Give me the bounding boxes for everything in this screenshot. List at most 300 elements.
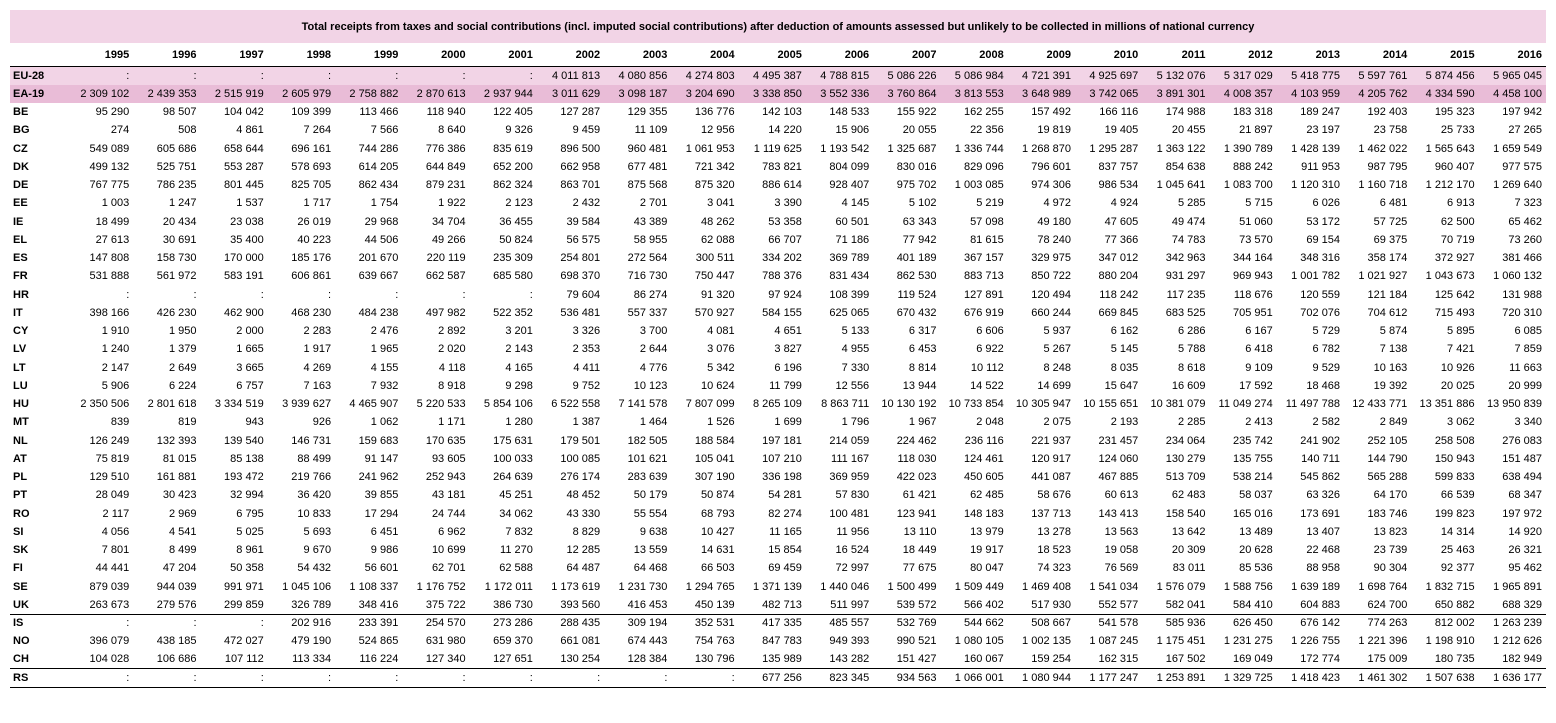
table-cell: 1 698 764 bbox=[1358, 580, 1408, 593]
table-cell: 117 235 bbox=[1166, 288, 1206, 301]
table-cell: 50 824 bbox=[499, 233, 533, 246]
table-cell: 5 133 bbox=[841, 325, 870, 338]
table-cell: 4 008 357 bbox=[1210, 85, 1277, 103]
table-cell: 70 719 bbox=[1440, 233, 1475, 246]
table-cell: 57 725 bbox=[1373, 215, 1408, 228]
table-cell: : bbox=[126, 288, 130, 301]
table-cell: 6 453 bbox=[908, 343, 937, 356]
table-cell: 720 310 bbox=[1502, 306, 1542, 319]
table-cell: 158 540 bbox=[1165, 507, 1206, 520]
table-cell: 1 172 011 bbox=[484, 580, 533, 593]
table-cell: 7 807 099 bbox=[685, 398, 735, 411]
table-cell: 4 118 bbox=[438, 361, 466, 374]
year-header-1998: 1998 bbox=[268, 43, 335, 67]
table-cell: 825 705 bbox=[291, 179, 332, 192]
table-cell: 61 421 bbox=[902, 489, 937, 502]
table-cell: 367 157 bbox=[963, 252, 1004, 265]
table-cell: 888 242 bbox=[1233, 160, 1273, 173]
table-cell: 850 722 bbox=[1031, 270, 1071, 283]
table-cell: 254 570 bbox=[402, 614, 469, 632]
table-cell: 7 832 bbox=[505, 525, 533, 538]
table-cell: 201 670 bbox=[358, 252, 399, 265]
table-cell: 625 065 bbox=[829, 306, 870, 319]
table-cell: 704 612 bbox=[1367, 306, 1408, 319]
table-cell: : bbox=[66, 67, 133, 85]
table-cell: 6 026 bbox=[1312, 197, 1341, 210]
table-cell: 58 955 bbox=[633, 233, 668, 246]
table-cell: 120 494 bbox=[1031, 288, 1071, 301]
table-cell: 151 427 bbox=[896, 653, 937, 666]
table-row-bg bbox=[10, 121, 1546, 139]
table-cell: 677 481 bbox=[627, 160, 668, 173]
table-cell: 95 462 bbox=[1508, 562, 1542, 575]
table-cell: 276 083 bbox=[1502, 434, 1542, 447]
table-cell: 2 701 bbox=[639, 197, 668, 210]
table-row-fr bbox=[10, 267, 1546, 285]
table-cell: 1 541 034 bbox=[1089, 580, 1139, 593]
table-cell: 683 525 bbox=[1165, 306, 1206, 319]
table-cell: 4 269 bbox=[303, 361, 332, 374]
table-cell: 532 769 bbox=[873, 614, 940, 632]
table-cell: 5 342 bbox=[707, 361, 735, 374]
table-cell: 358 174 bbox=[1367, 252, 1408, 265]
table-cell: : bbox=[470, 67, 537, 85]
table-cell: 17 294 bbox=[364, 507, 399, 520]
table-cell: 183 318 bbox=[1233, 106, 1273, 119]
table-cell: 462 900 bbox=[224, 306, 264, 319]
row-label: CZ bbox=[13, 142, 28, 155]
table-cell: 2 413 bbox=[1245, 416, 1273, 429]
table-cell: 614 205 bbox=[358, 160, 399, 173]
table-cell: 786 235 bbox=[156, 179, 197, 192]
table-cell: 197 942 bbox=[1502, 106, 1542, 119]
table-cell: 20 999 bbox=[1508, 379, 1542, 392]
table-cell: 100 033 bbox=[493, 452, 533, 465]
row-label: HR bbox=[13, 288, 29, 301]
table-cell: 104 028 bbox=[89, 653, 130, 666]
table-cell: 508 bbox=[178, 124, 197, 137]
table-row-ch bbox=[10, 651, 1546, 669]
table-cell: 77 366 bbox=[1104, 233, 1139, 246]
table-cell: 839 bbox=[110, 416, 130, 429]
table-cell: 1 080 105 bbox=[954, 635, 1004, 648]
table-cell: 11 109 bbox=[634, 124, 668, 137]
year-header-2000: 2000 bbox=[402, 43, 469, 67]
table-cell: 51 060 bbox=[1239, 215, 1273, 228]
table-cell: 10 112 bbox=[970, 361, 1004, 374]
table-cell: 344 164 bbox=[1233, 252, 1273, 265]
row-label: EE bbox=[13, 197, 28, 210]
table-cell: 7 932 bbox=[370, 379, 399, 392]
table-cell: 716 730 bbox=[627, 270, 668, 283]
table-cell: 9 986 bbox=[370, 544, 399, 557]
table-row-ie bbox=[10, 213, 1546, 231]
table-cell: 369 789 bbox=[829, 252, 870, 265]
table-cell: : bbox=[133, 67, 200, 85]
table-cell: : bbox=[402, 669, 469, 687]
table-cell: 23 758 bbox=[1373, 124, 1408, 137]
table-cell: 252 943 bbox=[425, 471, 466, 484]
table-cell: 68 347 bbox=[1508, 489, 1542, 502]
table-cell: 1 083 700 bbox=[1223, 179, 1273, 192]
table-cell: 81 015 bbox=[162, 452, 197, 465]
table-cell: 484 238 bbox=[358, 306, 399, 319]
table-cell: 11 270 bbox=[500, 544, 533, 557]
table-cell: 1 509 449 bbox=[954, 580, 1004, 593]
table-cell: 91 147 bbox=[364, 452, 399, 465]
table-cell: : bbox=[328, 288, 332, 301]
row-label: RO bbox=[13, 507, 30, 520]
table-cell: : bbox=[133, 614, 200, 632]
table-cell: 583 191 bbox=[224, 270, 264, 283]
table-cell: 676 142 bbox=[1277, 614, 1344, 632]
table-cell: 43 330 bbox=[566, 507, 601, 520]
year-header-2004: 2004 bbox=[671, 43, 738, 67]
table-row-el bbox=[10, 231, 1546, 249]
table-cell: 11 956 bbox=[836, 525, 870, 538]
table-cell: 39 584 bbox=[566, 215, 601, 228]
table-cell: 670 432 bbox=[896, 306, 937, 319]
table-cell: 107 210 bbox=[762, 452, 802, 465]
row-label: SI bbox=[13, 525, 24, 538]
table-cell: 172 774 bbox=[1300, 653, 1341, 666]
table-cell: 5 693 bbox=[303, 525, 332, 538]
table-cell: 10 733 854 bbox=[948, 398, 1004, 411]
table-cell: 202 916 bbox=[268, 614, 335, 632]
table-cell: 1 280 bbox=[505, 416, 533, 429]
table-row-be bbox=[10, 103, 1546, 121]
table-cell: 49 474 bbox=[1171, 215, 1206, 228]
table-cell: 6 085 bbox=[1514, 325, 1542, 338]
table-cell: 2 892 bbox=[438, 325, 466, 338]
table-row-pl bbox=[10, 468, 1546, 486]
table-cell: 3 011 629 bbox=[537, 85, 604, 103]
table-cell: 10 305 947 bbox=[1015, 398, 1071, 411]
table-cell: 231 457 bbox=[1098, 434, 1139, 447]
table-cell: 685 580 bbox=[493, 270, 533, 283]
table-cell: 299 859 bbox=[224, 598, 264, 611]
row-label: AT bbox=[13, 452, 27, 465]
table-cell: 7 330 bbox=[841, 361, 870, 374]
table-cell: 783 821 bbox=[762, 160, 802, 173]
table-cell: 2 605 979 bbox=[268, 85, 335, 103]
table-cell: 183 746 bbox=[1367, 507, 1408, 520]
table-cell: 879 039 bbox=[89, 580, 130, 593]
table-cell: 241 962 bbox=[358, 471, 399, 484]
table-cell: 863 701 bbox=[560, 179, 601, 192]
table-cell: 49 266 bbox=[431, 233, 466, 246]
table-cell: 698 370 bbox=[560, 270, 601, 283]
table-cell: 57 098 bbox=[970, 215, 1004, 228]
row-label: EU-28 bbox=[10, 67, 66, 85]
table-cell: 182 505 bbox=[627, 434, 668, 447]
table-cell: 107 112 bbox=[224, 653, 264, 666]
year-header-2001: 2001 bbox=[470, 43, 537, 67]
table-cell: 15 906 bbox=[835, 124, 870, 137]
table-cell: 5 729 bbox=[1312, 325, 1341, 338]
table-cell: 162 255 bbox=[963, 106, 1004, 119]
table-cell: 13 950 839 bbox=[1486, 398, 1542, 411]
table-cell: 11 799 bbox=[769, 379, 802, 392]
table-cell: 28 049 bbox=[95, 489, 130, 502]
table-cell: 8 248 bbox=[1043, 361, 1071, 374]
table-cell: 2 350 506 bbox=[80, 398, 130, 411]
table-cell: 10 123 bbox=[633, 379, 668, 392]
table-cell: 1 062 bbox=[370, 416, 399, 429]
table-cell: 23 038 bbox=[230, 215, 264, 228]
table-cell: 83 011 bbox=[1172, 562, 1206, 575]
row-label: NO bbox=[13, 635, 30, 648]
table-cell: 750 447 bbox=[694, 270, 735, 283]
row-label: NL bbox=[13, 434, 28, 447]
table-cell: 4 081 bbox=[707, 325, 735, 338]
table-cell: 56 575 bbox=[566, 233, 601, 246]
table-cell: 9 109 bbox=[1245, 361, 1273, 374]
table-cell: 5 102 bbox=[908, 197, 937, 210]
row-label: CH bbox=[13, 653, 29, 666]
table-cell: 192 403 bbox=[1367, 106, 1408, 119]
year-header-row bbox=[10, 43, 1546, 67]
table-cell: 19 058 bbox=[1104, 544, 1139, 557]
table-cell: 661 081 bbox=[560, 635, 601, 648]
table-cell: 13 110 bbox=[903, 525, 937, 538]
table-cell: 2 075 bbox=[1043, 416, 1071, 429]
table-cell: 1 171 bbox=[438, 416, 466, 429]
table-cell: 77 675 bbox=[902, 562, 937, 575]
table-cell: 1 253 891 bbox=[1142, 669, 1209, 687]
table-cell: 62 588 bbox=[499, 562, 533, 575]
table-cell: 97 924 bbox=[768, 288, 802, 301]
table-cell: 135 989 bbox=[762, 653, 802, 666]
table-cell: 497 982 bbox=[425, 306, 466, 319]
table-cell: 199 823 bbox=[1434, 507, 1475, 520]
table-cell: 508 667 bbox=[1008, 614, 1075, 632]
table-cell: 624 700 bbox=[1367, 598, 1408, 611]
table-cell: : bbox=[470, 669, 537, 687]
table-cell: 1 295 287 bbox=[1089, 142, 1139, 155]
table-cell: 36 455 bbox=[499, 215, 533, 228]
table-cell: 658 644 bbox=[224, 142, 264, 155]
table-cell: 1 247 bbox=[169, 197, 197, 210]
table-cell: 170 000 bbox=[224, 252, 264, 265]
table-cell: 1 469 408 bbox=[1022, 580, 1071, 593]
table-cell: 5 086 226 bbox=[873, 67, 940, 85]
table-cell: 650 882 bbox=[1434, 598, 1475, 611]
table-cell: 6 795 bbox=[236, 507, 264, 520]
table-cell: 1 176 752 bbox=[416, 580, 466, 593]
table-cell: 85 138 bbox=[230, 452, 264, 465]
table-cell: 130 279 bbox=[1165, 452, 1206, 465]
table-cell: 1 002 135 bbox=[1022, 635, 1071, 648]
table-cell: 47 204 bbox=[162, 562, 197, 575]
table-cell: 127 651 bbox=[493, 653, 533, 666]
table-cell: 3 827 bbox=[774, 343, 802, 356]
table-cell: 6 451 bbox=[370, 525, 399, 538]
table-cell: 124 461 bbox=[963, 452, 1004, 465]
table-cell: 6 317 bbox=[908, 325, 937, 338]
year-header-2014: 2014 bbox=[1344, 43, 1411, 67]
year-header-2015: 2015 bbox=[1411, 43, 1478, 67]
table-cell: 3 891 301 bbox=[1142, 85, 1209, 103]
table-cell: 118 676 bbox=[1233, 288, 1273, 301]
table-cell: 73 260 bbox=[1508, 233, 1542, 246]
table-cell: 5 965 045 bbox=[1479, 67, 1546, 85]
table-cell: 9 670 bbox=[303, 544, 332, 557]
table-cell: 135 755 bbox=[1233, 452, 1273, 465]
table-cell: 631 980 bbox=[425, 635, 466, 648]
year-header-2002: 2002 bbox=[537, 43, 604, 67]
table-cell: 175 631 bbox=[493, 434, 533, 447]
table-cell: 352 531 bbox=[671, 614, 738, 632]
table-cell: 4 274 803 bbox=[671, 67, 738, 85]
table-cell: 2 969 bbox=[169, 507, 197, 520]
table-cell: 58 037 bbox=[1239, 489, 1273, 502]
table-cell: 6 418 bbox=[1245, 343, 1273, 356]
table-cell: 7 859 bbox=[1514, 343, 1542, 356]
table-cell: 10 624 bbox=[701, 379, 735, 392]
table-cell: 1 371 139 bbox=[752, 580, 802, 593]
table-cell: 23 197 bbox=[1306, 124, 1341, 137]
table-cell: 53 172 bbox=[1306, 215, 1341, 228]
table-cell: 3 326 bbox=[572, 325, 601, 338]
table-cell: 143 282 bbox=[829, 653, 870, 666]
table-cell: 20 025 bbox=[1440, 379, 1475, 392]
table-cell: 2 283 bbox=[303, 325, 332, 338]
table-cell: : bbox=[268, 669, 335, 687]
table-cell: 584 410 bbox=[1233, 598, 1273, 611]
table-cell: 801 445 bbox=[224, 179, 264, 192]
table-cell: 125 642 bbox=[1434, 288, 1475, 301]
table-cell: 774 263 bbox=[1344, 614, 1411, 632]
table-cell: : bbox=[537, 669, 604, 687]
table-cell: 450 605 bbox=[963, 471, 1004, 484]
table-cell: : bbox=[604, 669, 671, 687]
table-cell: 8 961 bbox=[236, 544, 264, 557]
table-row-fi bbox=[10, 559, 1546, 577]
table-cell: 3 340 bbox=[1514, 416, 1542, 429]
table-cell: 17 592 bbox=[1239, 379, 1273, 392]
table-cell: 2 048 bbox=[976, 416, 1004, 429]
table-cell: 43 181 bbox=[431, 489, 466, 502]
table-cell: 2 644 bbox=[639, 343, 668, 356]
table-cell: 88 499 bbox=[297, 452, 332, 465]
year-header-2009: 2009 bbox=[1008, 43, 1075, 67]
table-cell: 11 049 274 bbox=[1218, 398, 1273, 411]
table-cell: 4 155 bbox=[370, 361, 399, 374]
table-cell: 862 434 bbox=[358, 179, 399, 192]
table-cell: 8 640 bbox=[438, 124, 466, 137]
table-cell: 5 285 bbox=[1177, 197, 1206, 210]
table-cell: 3 076 bbox=[707, 343, 735, 356]
table-cell: 50 358 bbox=[230, 562, 264, 575]
year-header-1997: 1997 bbox=[201, 43, 268, 67]
table-cell: 71 186 bbox=[835, 233, 870, 246]
table-cell: 1 329 725 bbox=[1210, 669, 1277, 687]
table-cell: 329 975 bbox=[1031, 252, 1071, 265]
table-cell: 1 294 765 bbox=[685, 580, 735, 593]
table-cell: 272 564 bbox=[627, 252, 668, 265]
table-cell: 1 588 756 bbox=[1223, 580, 1273, 593]
table-cell: 11 497 788 bbox=[1285, 398, 1341, 411]
table-cell: 148 533 bbox=[829, 106, 870, 119]
table-cell: 180 735 bbox=[1434, 653, 1475, 666]
table-cell: 54 281 bbox=[768, 489, 802, 502]
table-cell: : bbox=[260, 288, 264, 301]
table-cell: 20 455 bbox=[1171, 124, 1206, 137]
table-cell: 3 334 519 bbox=[214, 398, 264, 411]
table-cell: 1 967 bbox=[908, 416, 937, 429]
table-cell: 20 055 bbox=[902, 124, 937, 137]
table-cell: 467 885 bbox=[1098, 471, 1139, 484]
table-cell: 659 370 bbox=[493, 635, 533, 648]
row-label: LT bbox=[13, 361, 26, 374]
table-cell: 1 263 239 bbox=[1479, 614, 1546, 632]
table-cell: 6 757 bbox=[236, 379, 264, 392]
table-cell: 1 965 891 bbox=[1493, 580, 1542, 593]
table-row-lv bbox=[10, 340, 1546, 358]
table-cell: 1 922 bbox=[438, 197, 466, 210]
table-cell: 1 336 744 bbox=[954, 142, 1004, 155]
table-cell: 6 167 bbox=[1245, 325, 1273, 338]
table-cell: 662 587 bbox=[425, 270, 466, 283]
table-cell: 5 219 bbox=[976, 197, 1004, 210]
table-cell: 73 570 bbox=[1239, 233, 1273, 246]
table-cell: 776 386 bbox=[425, 142, 466, 155]
table-cell: 4 495 387 bbox=[739, 67, 806, 85]
receipts-table-container bbox=[10, 10, 1546, 688]
table-cell: 4 145 bbox=[841, 197, 870, 210]
table-cell: 4 861 bbox=[236, 124, 264, 137]
table-cell: 174 988 bbox=[1165, 106, 1206, 119]
table-cell: 3 939 627 bbox=[282, 398, 332, 411]
table-cell: : bbox=[335, 67, 402, 85]
year-header-1999: 1999 bbox=[335, 43, 402, 67]
year-header-2005: 2005 bbox=[739, 43, 806, 67]
table-cell: 62 500 bbox=[1440, 215, 1475, 228]
table-cell: : bbox=[133, 669, 200, 687]
table-cell: 674 443 bbox=[627, 635, 668, 648]
table-row-uk bbox=[10, 596, 1546, 614]
year-header-2008: 2008 bbox=[940, 43, 1007, 67]
table-cell: 1 717 bbox=[303, 197, 332, 210]
table-cell: 12 433 771 bbox=[1352, 398, 1408, 411]
table-cell: 66 539 bbox=[1440, 489, 1475, 502]
table-cell: 6 922 bbox=[976, 343, 1004, 356]
table-cell: 40 223 bbox=[297, 233, 332, 246]
table-cell: 22 468 bbox=[1306, 544, 1341, 557]
table-cell: 53 358 bbox=[768, 215, 802, 228]
table-cell: 1 003 085 bbox=[954, 179, 1004, 192]
table-cell: 3 742 065 bbox=[1075, 85, 1142, 103]
table-cell: 1 087 245 bbox=[1089, 635, 1139, 648]
table-cell: 1 120 310 bbox=[1291, 179, 1341, 192]
table-cell: 1 268 870 bbox=[1022, 142, 1071, 155]
table-cell: 705 951 bbox=[1233, 306, 1273, 319]
table-cell: 1 390 789 bbox=[1223, 142, 1273, 155]
table-cell: 949 393 bbox=[829, 635, 870, 648]
table-cell: 157 492 bbox=[1031, 106, 1071, 119]
table-cell: 875 320 bbox=[694, 179, 735, 192]
table-cell: 179 501 bbox=[560, 434, 601, 447]
table-cell: 95 290 bbox=[95, 106, 130, 119]
table-cell: 702 076 bbox=[1300, 306, 1341, 319]
table-cell: 986 534 bbox=[1098, 179, 1139, 192]
table-cell: 80 047 bbox=[970, 562, 1004, 575]
table-cell: 688 329 bbox=[1502, 598, 1542, 611]
table-cell: 173 691 bbox=[1300, 507, 1341, 520]
table-cell: 541 578 bbox=[1075, 614, 1142, 632]
table-cell: : bbox=[201, 67, 268, 85]
